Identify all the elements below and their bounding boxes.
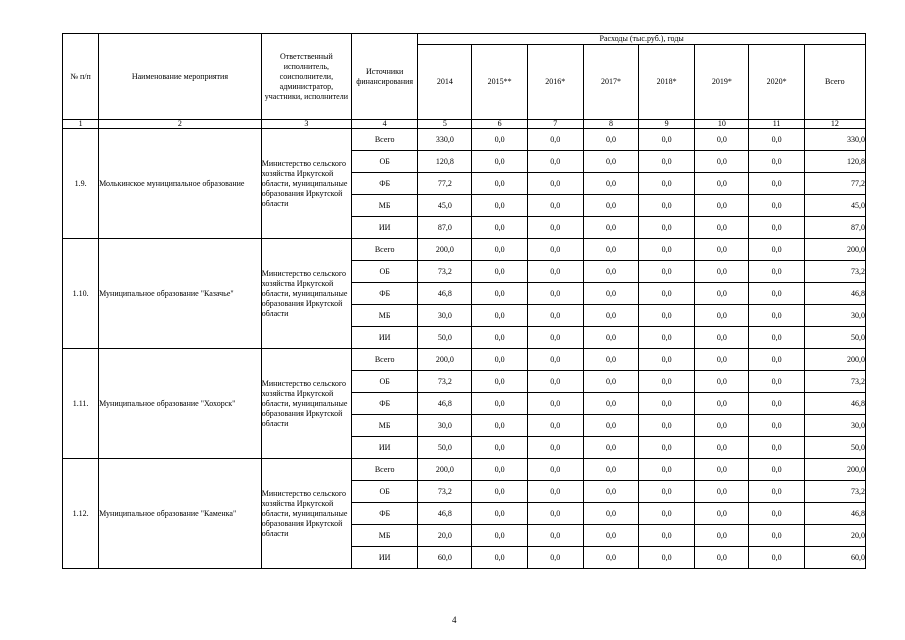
expense-total: 50,0 bbox=[804, 327, 865, 349]
expense-value: 46,8 bbox=[418, 503, 472, 525]
column-number: 9 bbox=[639, 120, 695, 129]
expense-value: 0,0 bbox=[639, 283, 695, 305]
header-responsible: Ответственный исполнитель, соисполнители, администратор, участники, исполнители bbox=[261, 34, 351, 120]
expense-value: 0,0 bbox=[639, 415, 695, 437]
expense-value: 0,0 bbox=[583, 349, 638, 371]
column-number: 12 bbox=[804, 120, 865, 129]
expense-total: 73,2 bbox=[804, 371, 865, 393]
expense-value: 0,0 bbox=[639, 349, 695, 371]
expense-value: 0,0 bbox=[583, 503, 638, 525]
expense-total: 46,8 bbox=[804, 393, 865, 415]
funding-source: ИИ bbox=[352, 217, 418, 239]
responsible-executor: Министерство сельского хозяйства Иркутской области, муниципальные образования Иркутской области bbox=[261, 349, 351, 459]
responsible-executor: Министерство сельского хозяйства Иркутской области, муниципальные образования Иркутской области bbox=[261, 129, 351, 239]
expenses-table bbox=[62, 33, 866, 569]
header-year-2017: 2017* bbox=[583, 45, 638, 120]
expense-value: 0,0 bbox=[527, 151, 583, 173]
expense-value: 0,0 bbox=[527, 525, 583, 547]
expense-value: 45,0 bbox=[418, 195, 472, 217]
table-body bbox=[63, 129, 866, 569]
expense-value: 0,0 bbox=[639, 129, 695, 151]
funding-source: ФБ bbox=[352, 283, 418, 305]
expense-value: 30,0 bbox=[418, 305, 472, 327]
expense-total: 200,0 bbox=[804, 349, 865, 371]
funding-source: Всего bbox=[352, 459, 418, 481]
expense-value: 0,0 bbox=[583, 305, 638, 327]
expense-total: 77,2 bbox=[804, 173, 865, 195]
funding-source: ОБ bbox=[352, 481, 418, 503]
funding-source: МБ bbox=[352, 195, 418, 217]
funding-source: ОБ bbox=[352, 371, 418, 393]
expense-value: 0,0 bbox=[749, 173, 804, 195]
expense-value: 73,2 bbox=[418, 371, 472, 393]
expense-value: 0,0 bbox=[695, 525, 749, 547]
expense-value: 0,0 bbox=[749, 503, 804, 525]
expense-value: 0,0 bbox=[639, 239, 695, 261]
expense-value: 0,0 bbox=[527, 173, 583, 195]
expense-value: 0,0 bbox=[583, 261, 638, 283]
header-year-2015: 2015** bbox=[472, 45, 527, 120]
expense-value: 0,0 bbox=[639, 547, 695, 569]
expense-total: 30,0 bbox=[804, 305, 865, 327]
column-number: 11 bbox=[749, 120, 804, 129]
expense-value: 0,0 bbox=[583, 173, 638, 195]
expense-value: 0,0 bbox=[583, 481, 638, 503]
expense-value: 0,0 bbox=[695, 459, 749, 481]
expense-value: 73,2 bbox=[418, 481, 472, 503]
expense-total: 87,0 bbox=[804, 217, 865, 239]
funding-source: Всего bbox=[352, 239, 418, 261]
measure-name: Муниципальное образование "Казачье" bbox=[99, 239, 262, 349]
expense-value: 0,0 bbox=[583, 327, 638, 349]
expense-value: 0,0 bbox=[749, 305, 804, 327]
expense-value: 0,0 bbox=[472, 393, 527, 415]
expense-value: 46,8 bbox=[418, 393, 472, 415]
expense-value: 0,0 bbox=[472, 547, 527, 569]
header-year-2019: 2019* bbox=[695, 45, 749, 120]
expense-value: 0,0 bbox=[527, 371, 583, 393]
expense-value: 0,0 bbox=[472, 415, 527, 437]
expense-value: 0,0 bbox=[695, 349, 749, 371]
expense-value: 0,0 bbox=[583, 195, 638, 217]
expense-value: 200,0 bbox=[418, 239, 472, 261]
expense-value: 0,0 bbox=[749, 481, 804, 503]
funding-source: ИИ bbox=[352, 547, 418, 569]
expense-value: 0,0 bbox=[527, 547, 583, 569]
expense-total: 73,2 bbox=[804, 261, 865, 283]
column-number: 10 bbox=[695, 120, 749, 129]
column-numbers-row bbox=[63, 120, 866, 129]
expense-value: 0,0 bbox=[749, 459, 804, 481]
expense-value: 0,0 bbox=[695, 261, 749, 283]
column-number: 8 bbox=[583, 120, 638, 129]
expense-total: 200,0 bbox=[804, 239, 865, 261]
expense-value: 0,0 bbox=[583, 151, 638, 173]
expense-total: 50,0 bbox=[804, 437, 865, 459]
expense-value: 0,0 bbox=[749, 261, 804, 283]
expense-value: 0,0 bbox=[695, 173, 749, 195]
funding-source: ИИ bbox=[352, 327, 418, 349]
expense-value: 0,0 bbox=[639, 195, 695, 217]
expense-value: 0,0 bbox=[527, 393, 583, 415]
expense-value: 0,0 bbox=[639, 459, 695, 481]
expense-value: 0,0 bbox=[527, 283, 583, 305]
expense-value: 0,0 bbox=[472, 129, 527, 151]
expense-value: 0,0 bbox=[695, 415, 749, 437]
expense-total: 120,8 bbox=[804, 151, 865, 173]
expense-value: 0,0 bbox=[749, 415, 804, 437]
column-number: 3 bbox=[261, 120, 351, 129]
funding-source: ФБ bbox=[352, 393, 418, 415]
expense-value: 0,0 bbox=[527, 503, 583, 525]
expense-value: 0,0 bbox=[695, 195, 749, 217]
expense-value: 0,0 bbox=[583, 129, 638, 151]
expense-value: 0,0 bbox=[639, 173, 695, 195]
expense-value: 0,0 bbox=[527, 437, 583, 459]
expense-value: 0,0 bbox=[472, 437, 527, 459]
funding-source: ИИ bbox=[352, 437, 418, 459]
header-year-2020: 2020* bbox=[749, 45, 804, 120]
expense-value: 0,0 bbox=[749, 129, 804, 151]
expense-value: 0,0 bbox=[583, 547, 638, 569]
expense-value: 50,0 bbox=[418, 437, 472, 459]
expense-total: 20,0 bbox=[804, 525, 865, 547]
expense-value: 87,0 bbox=[418, 217, 472, 239]
expense-value: 0,0 bbox=[527, 459, 583, 481]
header-year-2018: 2018* bbox=[639, 45, 695, 120]
expense-value: 0,0 bbox=[749, 393, 804, 415]
expense-value: 0,0 bbox=[749, 283, 804, 305]
table-row bbox=[63, 239, 866, 261]
expense-value: 0,0 bbox=[527, 481, 583, 503]
expense-total: 73,2 bbox=[804, 481, 865, 503]
funding-source: МБ bbox=[352, 415, 418, 437]
expense-value: 50,0 bbox=[418, 327, 472, 349]
expense-value: 0,0 bbox=[639, 217, 695, 239]
expense-value: 0,0 bbox=[639, 393, 695, 415]
expense-value: 0,0 bbox=[639, 261, 695, 283]
expense-value: 0,0 bbox=[639, 151, 695, 173]
expense-value: 120,8 bbox=[418, 151, 472, 173]
expense-value: 0,0 bbox=[695, 151, 749, 173]
header-expenses: Расходы (тыс.руб.), годы bbox=[418, 34, 866, 45]
expense-value: 0,0 bbox=[639, 481, 695, 503]
expense-value: 200,0 bbox=[418, 459, 472, 481]
table-header bbox=[63, 34, 866, 129]
expense-total: 46,8 bbox=[804, 283, 865, 305]
expense-value: 0,0 bbox=[583, 525, 638, 547]
column-number: 2 bbox=[99, 120, 262, 129]
expense-value: 0,0 bbox=[583, 283, 638, 305]
expense-value: 0,0 bbox=[639, 525, 695, 547]
funding-source: МБ bbox=[352, 305, 418, 327]
expense-value: 0,0 bbox=[583, 371, 638, 393]
expense-value: 0,0 bbox=[695, 371, 749, 393]
expense-value: 0,0 bbox=[472, 195, 527, 217]
expense-value: 0,0 bbox=[639, 437, 695, 459]
responsible-executor: Министерство сельского хозяйства Иркутской области, муниципальные образования Иркутской области bbox=[261, 239, 351, 349]
expense-value: 0,0 bbox=[695, 305, 749, 327]
expense-value: 20,0 bbox=[418, 525, 472, 547]
expense-value: 0,0 bbox=[527, 349, 583, 371]
expense-value: 0,0 bbox=[749, 371, 804, 393]
expense-value: 0,0 bbox=[639, 327, 695, 349]
expense-total: 330,0 bbox=[804, 129, 865, 151]
expense-total: 45,0 bbox=[804, 195, 865, 217]
responsible-executor: Министерство сельского хозяйства Иркутской области, муниципальные образования Иркутской области bbox=[261, 459, 351, 569]
column-number: 6 bbox=[472, 120, 527, 129]
expense-value: 0,0 bbox=[695, 283, 749, 305]
measure-name: Муниципальное образование "Хохорск" bbox=[99, 349, 262, 459]
measure-number: 1.9. bbox=[63, 129, 99, 239]
expense-value: 77,2 bbox=[418, 173, 472, 195]
expense-value: 0,0 bbox=[583, 459, 638, 481]
expense-value: 330,0 bbox=[418, 129, 472, 151]
expense-value: 0,0 bbox=[749, 151, 804, 173]
expense-value: 30,0 bbox=[418, 415, 472, 437]
expense-value: 0,0 bbox=[472, 327, 527, 349]
measure-number: 1.11. bbox=[63, 349, 99, 459]
expense-value: 0,0 bbox=[472, 459, 527, 481]
expense-value: 0,0 bbox=[749, 349, 804, 371]
expense-value: 0,0 bbox=[583, 437, 638, 459]
expense-value: 0,0 bbox=[527, 261, 583, 283]
column-number: 5 bbox=[418, 120, 472, 129]
expense-value: 0,0 bbox=[695, 327, 749, 349]
expense-value: 46,8 bbox=[418, 283, 472, 305]
expense-value: 0,0 bbox=[472, 151, 527, 173]
expense-value: 0,0 bbox=[695, 547, 749, 569]
expense-value: 0,0 bbox=[472, 217, 527, 239]
expense-total: 46,8 bbox=[804, 503, 865, 525]
expense-value: 0,0 bbox=[527, 217, 583, 239]
expense-value: 0,0 bbox=[749, 217, 804, 239]
header-year-2016: 2016* bbox=[527, 45, 583, 120]
expense-value: 0,0 bbox=[583, 239, 638, 261]
expense-total: 60,0 bbox=[804, 547, 865, 569]
expense-value: 0,0 bbox=[695, 481, 749, 503]
header-name: Наименование мероприятия bbox=[99, 34, 262, 120]
expense-value: 0,0 bbox=[583, 415, 638, 437]
expense-value: 73,2 bbox=[418, 261, 472, 283]
expense-value: 0,0 bbox=[472, 239, 527, 261]
expense-value: 0,0 bbox=[583, 393, 638, 415]
header-total: Всего bbox=[804, 45, 865, 120]
table-row bbox=[63, 459, 866, 481]
expense-value: 0,0 bbox=[527, 129, 583, 151]
expense-value: 0,0 bbox=[695, 217, 749, 239]
expense-value: 0,0 bbox=[472, 349, 527, 371]
table-row bbox=[63, 349, 866, 371]
funding-source: Всего bbox=[352, 129, 418, 151]
expense-value: 0,0 bbox=[695, 437, 749, 459]
measure-name: Муниципальное образование "Каменка" bbox=[99, 459, 262, 569]
expense-value: 0,0 bbox=[527, 239, 583, 261]
expense-value: 0,0 bbox=[472, 283, 527, 305]
page-number: 4 bbox=[452, 615, 457, 625]
header-source: Источники финансирования bbox=[352, 34, 418, 120]
expense-value: 0,0 bbox=[472, 305, 527, 327]
expense-value: 0,0 bbox=[639, 305, 695, 327]
expense-value: 0,0 bbox=[749, 327, 804, 349]
expense-value: 0,0 bbox=[527, 327, 583, 349]
expense-value: 60,0 bbox=[418, 547, 472, 569]
column-number: 1 bbox=[63, 120, 99, 129]
expense-value: 0,0 bbox=[527, 195, 583, 217]
expense-value: 0,0 bbox=[749, 547, 804, 569]
funding-source: ОБ bbox=[352, 261, 418, 283]
expense-total: 30,0 bbox=[804, 415, 865, 437]
expense-value: 0,0 bbox=[472, 481, 527, 503]
funding-source: ФБ bbox=[352, 503, 418, 525]
measure-number: 1.12. bbox=[63, 459, 99, 569]
expense-value: 0,0 bbox=[639, 371, 695, 393]
document-sheet bbox=[62, 33, 866, 567]
table-row bbox=[63, 129, 866, 151]
expense-value: 0,0 bbox=[749, 195, 804, 217]
funding-source: МБ bbox=[352, 525, 418, 547]
expense-total: 200,0 bbox=[804, 459, 865, 481]
column-number: 4 bbox=[352, 120, 418, 129]
expense-value: 0,0 bbox=[695, 393, 749, 415]
measure-number: 1.10. bbox=[63, 239, 99, 349]
funding-source: Всего bbox=[352, 349, 418, 371]
expense-value: 0,0 bbox=[749, 437, 804, 459]
expense-value: 0,0 bbox=[749, 525, 804, 547]
expense-value: 0,0 bbox=[472, 261, 527, 283]
expense-value: 0,0 bbox=[472, 525, 527, 547]
expense-value: 0,0 bbox=[639, 503, 695, 525]
expense-value: 0,0 bbox=[695, 129, 749, 151]
header-year-2014: 2014 bbox=[418, 45, 472, 120]
column-number: 7 bbox=[527, 120, 583, 129]
expense-value: 0,0 bbox=[527, 305, 583, 327]
expense-value: 0,0 bbox=[695, 503, 749, 525]
expense-value: 0,0 bbox=[749, 239, 804, 261]
measure-name: Молькинское муниципальное образование bbox=[99, 129, 262, 239]
header-num: № п/п bbox=[63, 34, 99, 120]
expense-value: 0,0 bbox=[472, 173, 527, 195]
expense-value: 0,0 bbox=[695, 239, 749, 261]
expense-value: 0,0 bbox=[472, 371, 527, 393]
expense-value: 0,0 bbox=[472, 503, 527, 525]
expense-value: 200,0 bbox=[418, 349, 472, 371]
expense-value: 0,0 bbox=[527, 415, 583, 437]
expense-value: 0,0 bbox=[583, 217, 638, 239]
funding-source: ОБ bbox=[352, 151, 418, 173]
funding-source: ФБ bbox=[352, 173, 418, 195]
